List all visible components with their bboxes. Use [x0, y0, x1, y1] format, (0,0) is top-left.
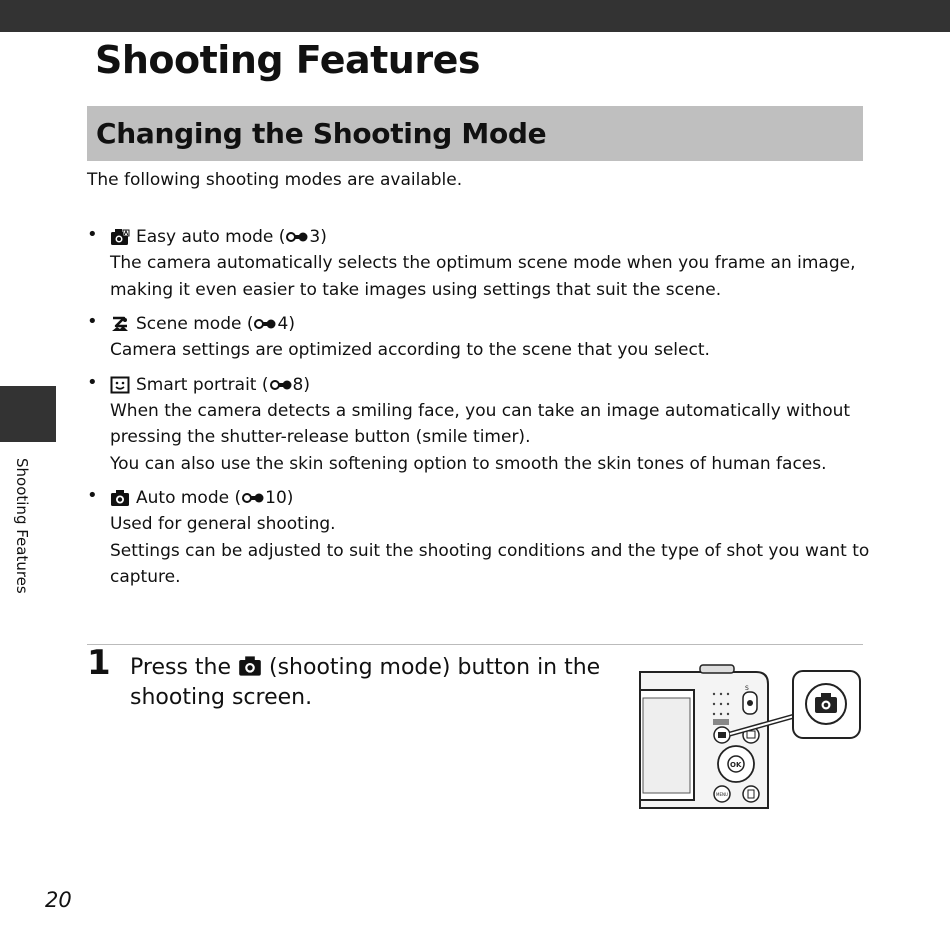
reference-page: 8: [292, 374, 304, 395]
section-header: [87, 106, 863, 161]
mode-name: Easy auto mode (: [136, 227, 286, 247]
mode-list: [87, 224, 877, 591]
mode-description: Used for general shooting. Settings can be adjusted to suit the shooting conditions and the type of shot you want to capture.: [110, 514, 870, 587]
section-title: Changing the Shooting Mode: [96, 117, 547, 150]
step-divider: [87, 644, 863, 645]
side-section-label: Shooting Features: [13, 458, 31, 594]
mode-item-scene: [87, 311, 877, 364]
reference-icon: [242, 492, 264, 504]
page-title: Shooting Features: [95, 38, 480, 82]
smart-portrait-icon: [110, 376, 130, 394]
mode-heading: Easy auto mode ( 3 ): [110, 224, 877, 250]
scene-icon: [110, 315, 130, 333]
mode-heading: Scene mode ( 4 ): [110, 311, 877, 337]
mode-name: Auto mode (: [136, 488, 242, 508]
svg-text:OK: OK: [730, 761, 742, 769]
easy-auto-icon: [110, 228, 130, 246]
auto-camera-icon: [110, 489, 130, 507]
reference-icon: [270, 379, 292, 391]
bullet-icon: •: [87, 224, 98, 245]
intro-text: The following shooting modes are available.: [87, 170, 463, 190]
bullet-icon: •: [87, 311, 98, 332]
mode-item-smart-portrait: [87, 372, 877, 478]
mode-item-auto: [87, 485, 877, 591]
mode-description: The camera automatically selects the optimum scene mode when you frame an image, making it even easier to take images using settings that suit the scene.: [110, 253, 856, 300]
reference-icon: [286, 231, 308, 243]
mode-item-easy-auto: [87, 224, 877, 303]
svg-text:MENU: MENU: [716, 792, 728, 797]
mode-name: Smart portrait (: [136, 374, 269, 395]
bullet-icon: •: [87, 485, 98, 506]
side-tab-marker: [0, 386, 56, 442]
mode-heading: Smart portrait ( 8 ): [110, 372, 877, 398]
reference-page: 4: [277, 314, 289, 334]
reference-icon: [254, 318, 276, 330]
page-number: 20: [45, 888, 72, 912]
step-number: 1: [87, 643, 111, 683]
camera-back-illustration: [638, 660, 866, 812]
mode-description: When the camera detects a smiling face, you can take an image automatically without pressing the shutter-release button (smile timer). You can also use the skin softening option to smooth the skin tones of human faces.: [110, 400, 851, 474]
mode-name: Scene mode (: [136, 314, 254, 334]
top-bar: [0, 0, 950, 32]
step-instruction: Press the (shooting mode) button in the shooting screen.: [130, 655, 601, 710]
shooting-mode-camera-icon: [238, 655, 262, 677]
mode-description: Camera settings are optimized according to the scene that you select.: [110, 340, 710, 360]
reference-page: 3: [309, 227, 321, 247]
svg-text:S: S: [745, 685, 749, 692]
mode-heading: Auto mode ( 10 ): [110, 485, 877, 511]
reference-page: 10: [265, 488, 287, 508]
bullet-icon: •: [87, 371, 98, 393]
